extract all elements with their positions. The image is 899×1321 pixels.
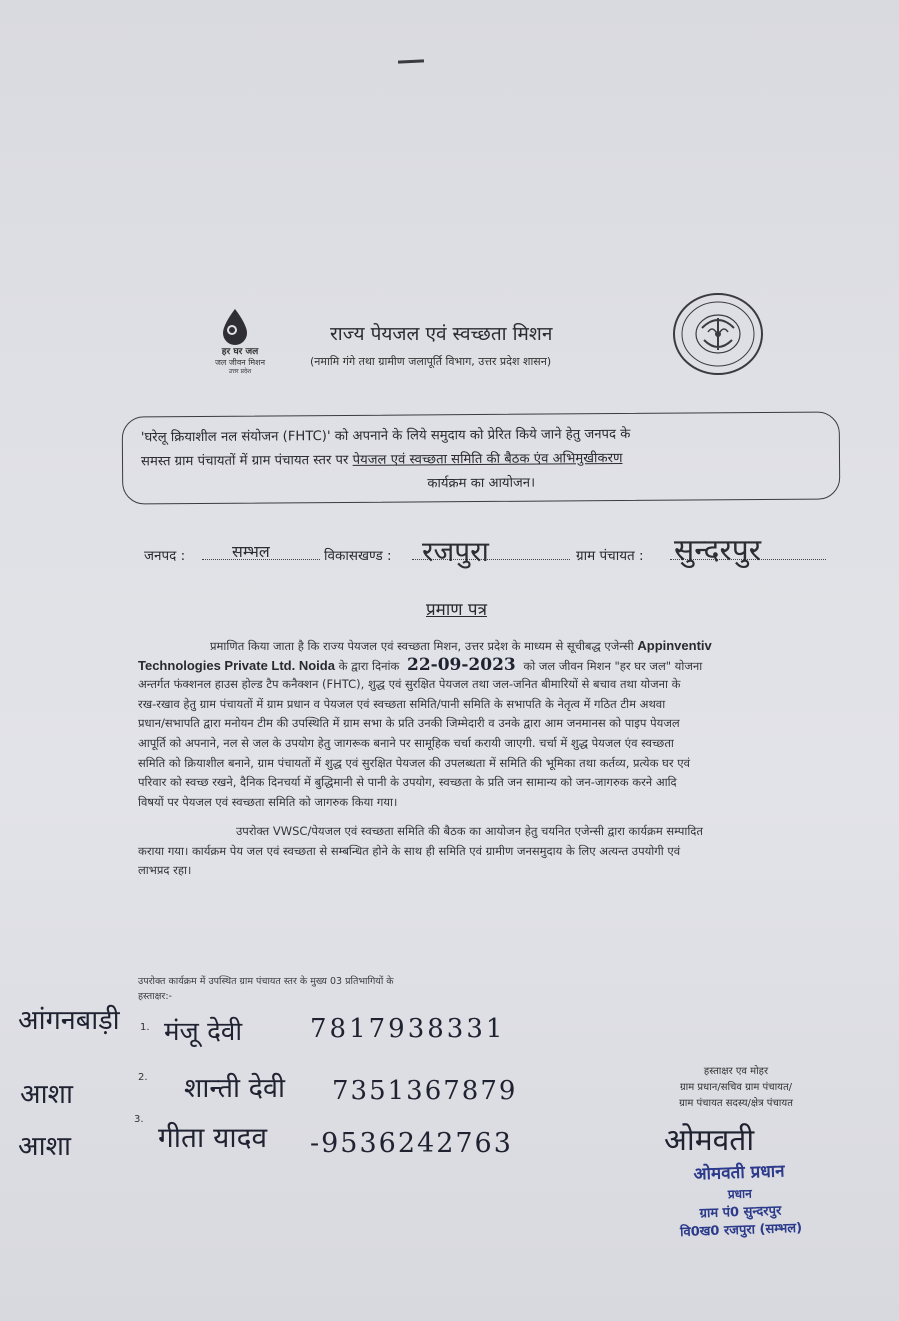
- participant-1-phone: 7817938331: [310, 1014, 506, 1044]
- participants-note: [138, 974, 558, 1004]
- block-value: रजपुरा: [422, 535, 489, 568]
- participant-1-role: आंगनबाड़ी: [18, 1005, 120, 1036]
- participant-3-number: 3.: [134, 1114, 144, 1125]
- program-title-box: [122, 411, 841, 504]
- signatory-note-line-2: ग्राम प्रधान/सचिव ग्राम पंचायत/: [679, 1082, 793, 1093]
- para1-line-6: आपूर्ति को अपनाने, नल से जल के उपयोग हेतु जागरूक बनाने पर सामूहिक चर्चा करायी जाएगी. चर्चा में शुद्ध पेयजल एंव स्वच्छता: [138, 735, 674, 750]
- panchayat-value: सुन्दरपुर: [674, 533, 762, 568]
- pen-mark: [398, 59, 424, 63]
- para1-date-prefix: के द्वारा दिनांक: [338, 658, 400, 673]
- certificate-title: प्रमाण पत्र: [426, 600, 487, 620]
- para1-date-suffix: को जल जीवन मिशन "हर घर जल" योजना: [523, 658, 703, 673]
- signatory-note-line-1: हस्ताक्षर एव मोहर: [703, 1066, 769, 1077]
- certificate-paragraph-1: [138, 636, 862, 812]
- stamp-name: ओमवती प्रधान: [693, 1161, 785, 1185]
- participant-1-name: मंजू देवी: [164, 1017, 243, 1047]
- location-fields: [144, 533, 834, 582]
- participant-2-name: शान्ती देवी: [184, 1073, 285, 1104]
- stamp-village: ग्राम पं0 सुन्दरपुर: [699, 1203, 782, 1222]
- certificate-paragraph-2: [138, 822, 862, 881]
- pradhan-signature: ओमवती: [664, 1123, 755, 1158]
- participants-note-line-1: उपरोक्त कार्यक्रम में उपस्थित ग्राम पंचायत स्तर के मुख्य 03 प्रतिभागियों के: [138, 976, 394, 987]
- para1-line-7: समिति को क्रियाशील बनाने, ग्राम पंचायतों में शुद्ध एवं सुरक्षित पेयजल की उपलब्धता में समिति की भूमिका तथा कर्तव्य, प्रत्येक घर एवं: [138, 755, 690, 770]
- har-ghar-jal-logo: [210, 308, 270, 378]
- stamp-block: वि0ख0 रजपुरा (सम्भल): [679, 1220, 803, 1241]
- participant-3-role: आशा: [18, 1131, 71, 1162]
- para1-line-2: [138, 656, 862, 676]
- participant-2-phone: 7351367879: [332, 1076, 518, 1106]
- participant-3-name: गीता यादव: [158, 1121, 268, 1154]
- panchayat-label: ग्राम पंचायत :: [576, 548, 644, 564]
- para1-line-1-text: प्रमाणित किया जाता है कि राज्य पेयजल एवं स्वच्छता मिशन, उत्तर प्रदेश के माध्यम से सूचीबद्ध एजेन्सी: [210, 639, 634, 653]
- program-title-line-3: कार्यक्रम का आयोजन।: [427, 475, 536, 492]
- district-value: सम्भल: [232, 542, 270, 561]
- para2-line-2: कराया गया। कार्यक्रम पेय जल एवं स्वच्छता से सम्बन्धित होने के साथ ही समिति एवं ग्रामीण जनसमुदाय के लिए अत्यन्त उपयोगी एवं: [138, 843, 681, 858]
- participant-1-number: 1.: [140, 1022, 150, 1033]
- para1-line-1: [138, 636, 862, 656]
- para2-line-1: उपरोक्त VWSC/पेयजल एवं स्वच्छता समिति की बैठक का आयोजन हेतु चयनित एजेन्सी द्वारा कार्यक्रम सम्पादित: [236, 824, 703, 838]
- para1-line-3: अन्तर्गत फंक्शनल हाउस होल्ड टैप कनैक्शन (FHTC), शुद्ध एवं सुरक्षित पेयजल तथा जल-जनित बीमारियों से बचाव तथा योजना के: [138, 677, 681, 692]
- participant-3-phone: -9536242763: [310, 1128, 513, 1159]
- signatory-note: [636, 1064, 836, 1112]
- program-date: 22-09-2023: [403, 656, 520, 676]
- signatory-note-line-3: ग्राम पंचायत सदस्य/क्षेत्र पंचायत: [679, 1098, 793, 1109]
- pradhan-stamp: [639, 1157, 842, 1242]
- logo-line-1: हर घर जल: [221, 347, 259, 357]
- agency-name-part-1: Appinventiv: [637, 638, 712, 653]
- block-label: विकासखण्ड :: [324, 548, 392, 564]
- program-title-line-2: [141, 448, 623, 469]
- water-drop-icon: [220, 308, 250, 346]
- para1-line-5: प्रधान/सभापति द्वारा मनोयन टीम की उपस्थिति में ग्राम सभा के प्रति उनकी जिम्मेदारी व उनके द्वारा आम जनमानस को पाइप पेयजल: [138, 716, 680, 731]
- para2-line-3: लाभप्रद रहा।: [138, 863, 192, 878]
- district-label: जनपद :: [144, 548, 186, 564]
- para1-line-8: परिवार को स्वच्छ रखने, दैनिक दिनचर्या में बुद्धिमानी से पानी के उपयोग, स्वच्छता के प्रति जन सामान्य को जन-जागरुक करने आदि: [138, 775, 677, 790]
- agency-name-part-2: Technologies Private Ltd. Noida: [138, 657, 335, 673]
- participant-2-role: आशा: [20, 1079, 73, 1110]
- para1-line-4: रख-रखाव हेतु ग्राम पंचायतों में ग्राम प्रधान व पेयजल एवं स्वच्छता समिति/पानी समिति के सभापति के नेतृत्व में गठित टीम अथवा: [138, 696, 666, 711]
- para1-line-9: विषयों पर पेयजल एवं स्वच्छता समिति को जागरुक किया गया।: [138, 794, 398, 809]
- uttar-pradesh-seal-icon: [672, 292, 764, 376]
- program-title-line-2-plain: समस्त ग्राम पंचायतों में ग्राम पंचायत स्तर पर: [140, 452, 349, 470]
- mission-subtitle: (नमामि गंगे तथा ग्रामीण जलापूर्ति विभाग, उत्तर प्रदेश शासन): [310, 355, 552, 368]
- program-title-line-1: 'घरेलू क्रियाशील नल संयोजन (FHTC)' को अपनाने के लिये समुदाय को प्रेरित किये जाने हेतु जनपद के: [140, 426, 631, 446]
- participants-note-line-2: हस्ताक्षर:-: [138, 991, 172, 1002]
- stamp-role: प्रधान: [727, 1186, 753, 1202]
- logo-line-3: उत्तर प्रदेश: [228, 368, 252, 375]
- participant-2-number: 2.: [138, 1072, 148, 1083]
- program-title-line-2-underlined: पेयजल एवं स्वच्छता समिति की बैठक एंव अभिमुखीकरण: [352, 451, 623, 468]
- mission-title: राज्य पेयजल एवं स्वच्छता मिशन: [330, 323, 553, 345]
- logo-line-2: जल जीवन मिशन: [214, 358, 266, 367]
